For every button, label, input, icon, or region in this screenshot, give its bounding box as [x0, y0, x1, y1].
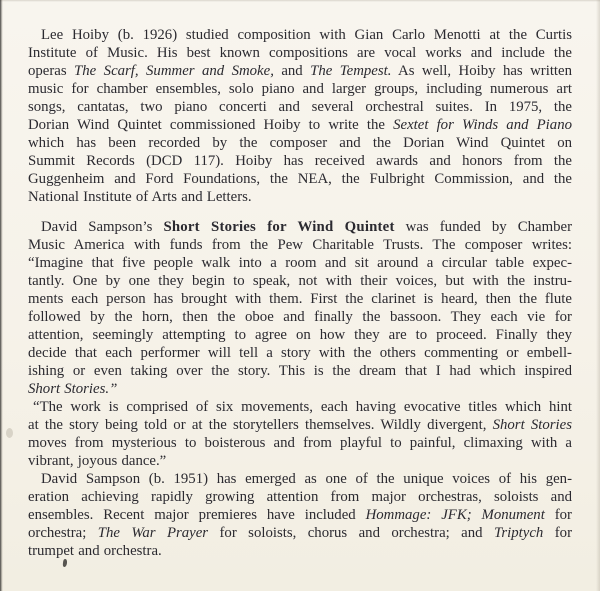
body-text: eration achieving rapidly growing attention from major orchestras, soloists and	[28, 489, 572, 505]
body-text: music for chamber ensembles, solo piano and larger groups, including numerous art	[28, 81, 572, 97]
work-title-italic: Short Stories.”	[28, 381, 118, 397]
body-text: for	[544, 507, 572, 523]
work-title-italic: The Tempest.	[310, 63, 392, 79]
scan-edge-left	[0, 0, 3, 591]
text-line	[28, 272, 572, 290]
text-line	[28, 152, 572, 170]
work-title-italic: The Scarf, Summer and Smoke,	[74, 63, 274, 79]
body-text: moves from mysterious to boisterous and from playful to painful, climaxing with a	[28, 435, 572, 451]
scan-edge-right	[596, 0, 600, 591]
scan-smudge	[6, 428, 13, 438]
body-text: ments each person has brought with them. First the clarinet is heard, then the flute	[28, 291, 572, 307]
body-text: ishing or even taking over the story. This is the dream that I had which inspired	[28, 363, 572, 379]
paragraph	[28, 470, 572, 560]
work-title-bold: Short Stories for Wind Quintet	[163, 219, 395, 235]
body-text: Lee Hoiby (b. 1926) studied composition with Gian Carlo Menotti at the Curtis	[41, 27, 572, 43]
body-text: was funded by Chamber	[394, 219, 572, 235]
text-line	[28, 506, 572, 524]
scan-edge-top	[0, 0, 600, 2]
text-line	[28, 416, 572, 434]
text-line	[28, 98, 572, 116]
text-line	[28, 26, 572, 44]
work-title-italic: Triptych	[493, 525, 544, 541]
body-text: trumpet and orchestra.	[28, 543, 162, 559]
body-text: Institute of Music. His best known compositions are vocal works and include the	[28, 45, 572, 61]
text-line	[28, 134, 572, 152]
text-line	[28, 236, 572, 254]
text-line	[28, 170, 572, 188]
work-title-italic: Hommage: JFK; Monument	[365, 507, 545, 523]
text-line	[28, 62, 572, 80]
body-text: followed by the horn, then the oboe and finally the bassoon. They each vie for	[28, 309, 572, 325]
body-text: which has been recorded by the composer and the Dorian Wind Quintet on	[28, 135, 572, 151]
work-title-italic: The War Prayer	[97, 525, 209, 541]
text-line	[28, 188, 572, 206]
text-line	[28, 116, 572, 134]
body-text: Music America with funds from the Pew Charitable Trusts. The composer writes:	[28, 237, 572, 253]
text-line	[28, 290, 572, 308]
text-line	[28, 44, 572, 62]
text-line	[28, 452, 572, 470]
text-line	[28, 380, 572, 398]
text-block	[28, 26, 572, 560]
body-text: orchestra;	[28, 525, 98, 541]
text-line	[28, 434, 572, 452]
work-title-italic: Sextet for Winds and Piano	[393, 117, 572, 133]
paragraph	[28, 398, 572, 470]
body-text: for	[543, 525, 572, 541]
body-text: for soloists, chorus and orchestra; and	[208, 525, 494, 541]
text-line	[28, 344, 572, 362]
paragraph	[28, 218, 572, 398]
body-text: David Sampson (b. 1951) has emerged as one of the unique voices of his gen-	[41, 471, 572, 487]
body-text: vibrant, joyous dance.”	[28, 453, 167, 469]
body-text: Summit Records (DCD 117). Hoiby has received awards and honors from the	[28, 153, 572, 169]
body-text: National Institute of Arts and Letters.	[28, 189, 252, 205]
text-line	[28, 80, 572, 98]
body-text: decide that each performer will tell a story with the others commenting or embell-	[28, 345, 572, 361]
body-text: Guggenheim and Ford Foundations, the NEA, the Fulbright Commission, and the	[28, 171, 572, 187]
text-line	[28, 542, 572, 560]
text-line	[28, 218, 572, 236]
body-text: David Sampson’s	[41, 219, 164, 235]
scan-speck	[63, 559, 68, 567]
text-line	[28, 524, 572, 542]
text-line	[28, 488, 572, 506]
body-text: Dorian Wind Quintet commissioned Hoiby to write the	[28, 117, 394, 133]
text-line	[28, 362, 572, 380]
body-text: operas	[28, 63, 75, 79]
body-text: As well, Hoiby has written	[391, 63, 572, 79]
body-text: attention, seemingly attempting to agree on how they are to proceed. Finally they	[28, 327, 572, 343]
body-text: songs, cantatas, two piano concerti and several orchestral suites. In 1975, the	[28, 99, 572, 115]
text-line	[28, 308, 572, 326]
body-text: “The work is comprised of six movements, each having evocative titles which hint	[33, 399, 572, 415]
paragraph	[28, 26, 572, 206]
body-text: ensembles. Recent major premieres have included	[28, 507, 366, 523]
work-title-italic: Short Stories	[492, 417, 572, 433]
body-text: tantly. One by one they begin to speak, not with their voices, but with the instru-	[28, 273, 572, 289]
text-line	[28, 470, 572, 488]
body-text: “Imagine that five people walk into a room and sit around a circular table expec-	[28, 255, 572, 271]
body-text: at the story being told or at the storytellers themselves. Wildly divergent,	[28, 417, 493, 433]
text-line	[28, 398, 572, 416]
body-text: and	[273, 63, 311, 79]
text-line	[28, 326, 572, 344]
text-line	[28, 254, 572, 272]
